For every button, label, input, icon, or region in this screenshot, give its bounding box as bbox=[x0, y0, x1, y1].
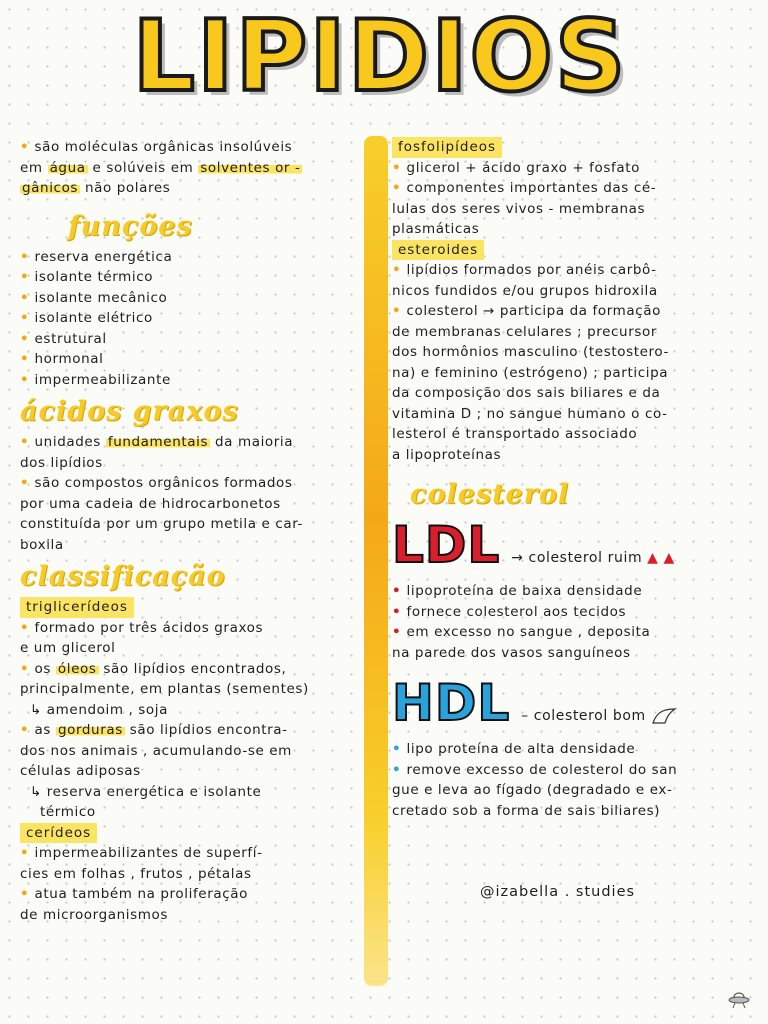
text-segment: por uma cadeia de hidrocarbonetos bbox=[20, 495, 281, 512]
text-line bbox=[392, 602, 752, 623]
text-segment: as bbox=[34, 722, 56, 738]
highlight-text: água bbox=[49, 159, 86, 176]
text-line bbox=[20, 618, 368, 639]
esteroides-list bbox=[392, 260, 752, 465]
text-line bbox=[20, 884, 368, 905]
heading-acidos-graxos: ácidos graxos bbox=[20, 396, 239, 427]
text-segment: constituída por um grupo metila e car- bbox=[20, 516, 303, 532]
text-line bbox=[20, 158, 368, 179]
highlight-text: fundamentais bbox=[107, 434, 209, 450]
text-line bbox=[20, 535, 368, 556]
text-line bbox=[392, 581, 752, 602]
text-segment: são lipídios encontra- bbox=[124, 722, 288, 738]
left-column bbox=[20, 137, 368, 925]
text-line bbox=[20, 514, 368, 535]
text-line bbox=[392, 445, 752, 466]
highlight-text: óleos bbox=[57, 660, 97, 677]
text-segment: células adiposas bbox=[20, 763, 141, 779]
text-line bbox=[392, 404, 752, 425]
text-line bbox=[392, 780, 752, 801]
text-segment: lesterol é transportado associado bbox=[392, 426, 638, 442]
text-segment: em excesso no sangue , deposita bbox=[406, 624, 651, 640]
text-line bbox=[20, 638, 368, 659]
text-segment: na) e feminino (estrógeno) ; participa bbox=[392, 364, 669, 381]
heading-funcoes: funções bbox=[68, 210, 193, 242]
text-segment: não polares bbox=[80, 180, 171, 196]
text-line bbox=[392, 424, 752, 445]
text-line bbox=[20, 473, 368, 494]
text-segment: térmico bbox=[40, 804, 96, 820]
label-cerideos: cerídeos bbox=[20, 823, 97, 844]
text-line bbox=[392, 281, 752, 302]
label-fosfolipideos: fosfolipídeos bbox=[392, 137, 502, 158]
text-segment: na parede dos vasos sanguíneos bbox=[392, 644, 631, 661]
text-segment: da composição dos sais biliares e da bbox=[392, 385, 661, 401]
text-line bbox=[20, 137, 368, 158]
text-line bbox=[20, 329, 368, 350]
text-segment: dos hormônios masculino (testostero- bbox=[392, 344, 669, 360]
cerideos-list bbox=[20, 843, 368, 925]
signature: @izabella . studies bbox=[480, 884, 636, 900]
text-line bbox=[20, 659, 368, 680]
text-segment: atua também na proliferação bbox=[34, 886, 248, 902]
text-segment: unidades bbox=[34, 434, 106, 450]
ufo-icon bbox=[728, 988, 750, 1010]
page-title: LIPIDIOS bbox=[132, 0, 628, 114]
text-line bbox=[392, 363, 752, 384]
text-segment: formado por três ácidos graxos bbox=[34, 619, 264, 636]
hdl-list bbox=[392, 739, 752, 821]
text-line bbox=[392, 760, 752, 781]
text-segment: estrutural bbox=[34, 330, 107, 347]
text-segment: plasmáticas bbox=[392, 221, 480, 237]
devil-horns-icon: ▲ ▲ bbox=[647, 550, 675, 566]
text-segment: dos nos animais , acumulando-se em bbox=[20, 742, 292, 759]
text-line bbox=[392, 342, 752, 363]
angel-wings-icon bbox=[651, 705, 677, 727]
funcoes-list bbox=[20, 247, 368, 391]
text-segment: vitamina D ; no sangue humano o co- bbox=[392, 405, 668, 422]
heading-colesterol: colesterol bbox=[410, 479, 570, 510]
highlight-text: gorduras bbox=[57, 722, 123, 738]
text-segment: a lipoproteínas bbox=[392, 446, 502, 463]
text-line bbox=[392, 739, 752, 760]
text-segment: impermeabilizantes de superfí- bbox=[34, 845, 263, 861]
text-line bbox=[20, 761, 368, 782]
text-line bbox=[392, 178, 752, 199]
text-line bbox=[20, 349, 368, 370]
text-segment: ↳ reserva energética e isolante bbox=[30, 783, 262, 800]
label-trigliceridios: triglicerídeos bbox=[20, 597, 134, 618]
text-segment: em bbox=[20, 159, 48, 176]
text-segment: lipídios formados por anéis carbô- bbox=[406, 262, 657, 278]
text-line bbox=[20, 432, 368, 453]
label-esteroides: esteroides bbox=[392, 240, 484, 261]
text-segment: e um glicerol bbox=[20, 640, 116, 656]
text-line bbox=[20, 267, 368, 288]
text-line bbox=[20, 308, 368, 329]
text-line bbox=[392, 219, 752, 240]
text-segment: de membranas celulares ; precursor bbox=[392, 323, 658, 340]
text-segment: isolante elétrico bbox=[34, 310, 153, 326]
text-line bbox=[20, 178, 368, 199]
text-segment: cies em folhas , frutos , pétalas bbox=[20, 865, 252, 882]
text-segment: reserva energética bbox=[34, 248, 173, 265]
text-line bbox=[20, 453, 368, 474]
text-segment: da maioria bbox=[210, 434, 294, 450]
text-line bbox=[20, 741, 368, 762]
text-line bbox=[20, 720, 368, 741]
highlight-text: solventes or - bbox=[200, 159, 301, 176]
ldl-badge: LDL bbox=[392, 516, 501, 574]
text-segment: ↳ amendoim , soja bbox=[30, 701, 169, 718]
text-segment: isolante térmico bbox=[34, 269, 154, 285]
text-segment: fornece colesterol aos tecidos bbox=[406, 603, 627, 620]
text-segment: isolante mecânico bbox=[34, 289, 168, 306]
text-line bbox=[20, 247, 368, 268]
text-line bbox=[392, 801, 752, 822]
text-segment: lipo proteína de alta densidade bbox=[406, 741, 636, 757]
text-line bbox=[20, 700, 368, 721]
fosfolipideos-list bbox=[392, 158, 752, 240]
text-segment: de microorganismos bbox=[20, 906, 169, 923]
text-line bbox=[20, 864, 368, 885]
text-line bbox=[20, 679, 368, 700]
text-segment: impermeabilizante bbox=[34, 371, 171, 388]
acidos-list bbox=[20, 432, 368, 555]
text-line bbox=[392, 301, 752, 322]
text-line bbox=[20, 288, 368, 309]
text-line bbox=[392, 260, 752, 281]
text-segment: os bbox=[34, 660, 56, 677]
text-line bbox=[20, 802, 368, 823]
text-segment: e solúveis em bbox=[87, 159, 199, 176]
text-line bbox=[392, 158, 752, 179]
trigliceridios-list bbox=[20, 618, 368, 823]
text-line bbox=[20, 843, 368, 864]
text-segment: colesterol → participa da formação bbox=[406, 303, 662, 319]
text-line bbox=[392, 622, 752, 643]
right-column bbox=[392, 137, 752, 821]
text-line bbox=[392, 322, 752, 343]
highlight-text: gânicos bbox=[22, 180, 79, 196]
text-segment: nicos fundidos e/ou grupos hidroxila bbox=[392, 282, 658, 299]
text-line bbox=[20, 782, 368, 803]
text-segment: componentes importantes das cé- bbox=[406, 180, 657, 196]
ldl-row bbox=[392, 516, 752, 581]
text-line bbox=[392, 643, 752, 664]
text-segment: lipoproteína de baixa densidade bbox=[406, 583, 643, 599]
text-segment: glicerol + ácido graxo + fosfato bbox=[406, 159, 640, 176]
text-segment: dos lipídios bbox=[20, 454, 103, 471]
text-segment: lulas dos seres vivos - membranas bbox=[392, 200, 646, 217]
hdl-note: – colesterol bom bbox=[521, 707, 646, 724]
text-segment: são moléculas orgânicas insolúveis bbox=[34, 139, 293, 155]
text-segment: gue e leva ao fígado (degradado e ex- bbox=[392, 782, 673, 798]
text-segment: são lipídios encontrados, bbox=[98, 660, 287, 677]
text-segment: principalmente, em plantas (sementes) bbox=[20, 681, 309, 697]
text-line bbox=[20, 370, 368, 391]
text-line bbox=[20, 494, 368, 515]
intro-section bbox=[20, 137, 368, 199]
ldl-list bbox=[392, 581, 752, 663]
ldl-note: → colesterol ruim bbox=[511, 549, 643, 566]
text-segment: são compostos orgânicos formados bbox=[34, 475, 293, 491]
hdl-row bbox=[392, 674, 752, 739]
text-segment: boxila bbox=[20, 536, 64, 553]
text-line bbox=[392, 199, 752, 220]
text-line bbox=[392, 383, 752, 404]
text-segment: hormonal bbox=[34, 351, 104, 367]
text-segment: cretado sob a forma de sais biliares) bbox=[392, 802, 661, 819]
text-line bbox=[20, 905, 368, 926]
text-segment: remove excesso de colesterol do san bbox=[406, 761, 678, 778]
hdl-badge: HDL bbox=[392, 674, 511, 732]
heading-classificacao: classificação bbox=[20, 561, 226, 592]
